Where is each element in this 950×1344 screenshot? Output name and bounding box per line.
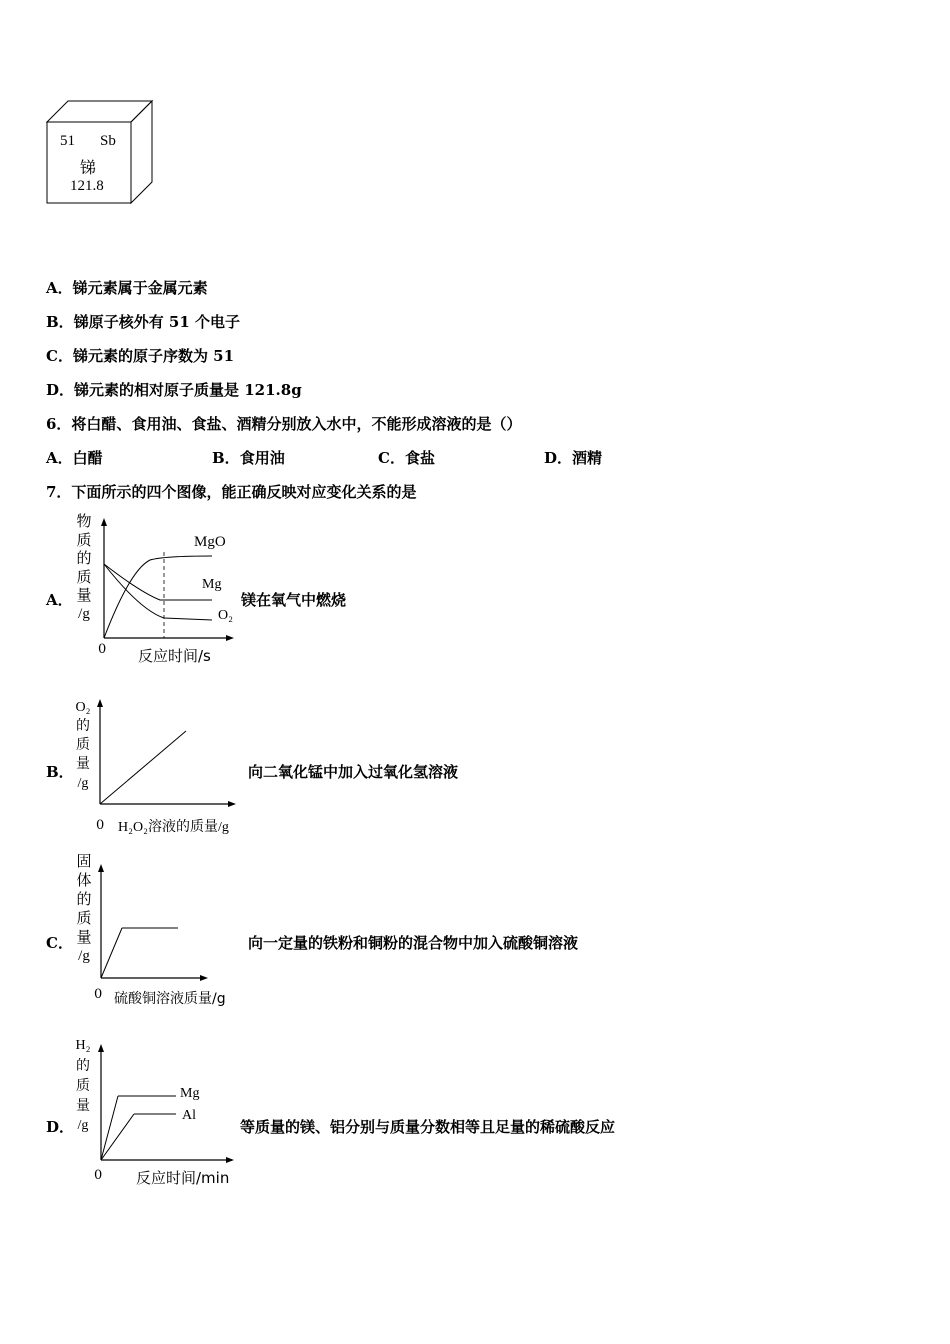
q6-option-a: A．白醋 xyxy=(46,449,103,467)
graph-a-letter: A． xyxy=(46,591,73,609)
element-symbol: Sb xyxy=(100,133,116,149)
graph-c xyxy=(70,852,250,1012)
q6-option-c: C．食盐 xyxy=(378,449,435,467)
q5-option-c: C．锑元素的原子序数为 51 xyxy=(46,347,235,365)
graph-d-xlabel: 反应时间/min xyxy=(136,1169,230,1187)
element-box xyxy=(44,98,156,206)
graph-a-ylabel: 物 质 的 质 量 /g xyxy=(76,512,92,622)
element-name: 锑 xyxy=(80,158,97,177)
q6-stem: 6．将白醋、食用油、食盐、酒精分别放入水中，不能形成溶液的是（） xyxy=(46,415,522,433)
graph-b-origin: 0 xyxy=(96,818,105,833)
q6-options xyxy=(46,447,602,468)
graph-c-desc: 向一定量的铁粉和铜粉的混合物中加入硫酸铜溶液 xyxy=(248,934,579,952)
atomic-mass: 121.8 xyxy=(70,178,104,194)
graph-d-letter: D． xyxy=(46,1118,75,1136)
graph-a-origin: 0 xyxy=(98,642,107,657)
graph-d-curve-al: Al xyxy=(182,1108,196,1123)
graph-d-desc: 等质量的镁、铝分别与质量分数相等且足量的稀硫酸反应 xyxy=(240,1118,616,1136)
graph-d xyxy=(70,1034,250,1194)
graph-d-origin: 0 xyxy=(94,1168,103,1183)
graph-c-letter: C． xyxy=(46,934,73,952)
q5-option-d: D．锑元素的相对原子质量是 121.8g xyxy=(46,381,302,399)
graph-a-xlabel: 反应时间/s xyxy=(138,647,211,665)
graph-b-letter: B． xyxy=(46,763,74,781)
q7-stem: 7．下面所示的四个图像，能正确反映对应变化关系的是 xyxy=(46,483,417,501)
q5-option-b: B．锑原子核外有 51 个电子 xyxy=(46,313,241,331)
graph-a xyxy=(70,510,240,670)
graph-b-ylabel: O₂ 的 质 量 /g xyxy=(75,700,91,791)
graph-c-ylabel: 固 体 的 质 量 /g xyxy=(76,852,92,964)
graph-b-xlabel: H₂O₂溶液的质量/g xyxy=(118,820,229,835)
graph-b xyxy=(70,694,250,839)
q5-option-a: A．锑元素属于金属元素 xyxy=(46,279,208,297)
graph-b-desc: 向二氧化锰中加入过氧化氢溶液 xyxy=(248,763,459,781)
graph-c-origin: 0 xyxy=(94,987,103,1002)
graph-c-xlabel: 硫酸铜溶液质量/g xyxy=(114,991,226,1007)
atomic-number: 51 xyxy=(60,133,75,149)
q6-option-d: D．酒精 xyxy=(544,449,603,467)
graph-d-curve-mg: Mg xyxy=(180,1086,200,1101)
graph-a-curve-mg: Mg xyxy=(202,577,222,592)
graph-a-curve-o2: O₂ xyxy=(218,608,233,623)
graph-d-ylabel: H₂ 的 质 量 /g xyxy=(75,1038,91,1133)
q6-option-b: B．食用油 xyxy=(212,449,285,467)
graph-a-desc: 镁在氧气中燃烧 xyxy=(241,591,347,609)
graph-a-curve-mgo: MgO xyxy=(194,534,226,550)
